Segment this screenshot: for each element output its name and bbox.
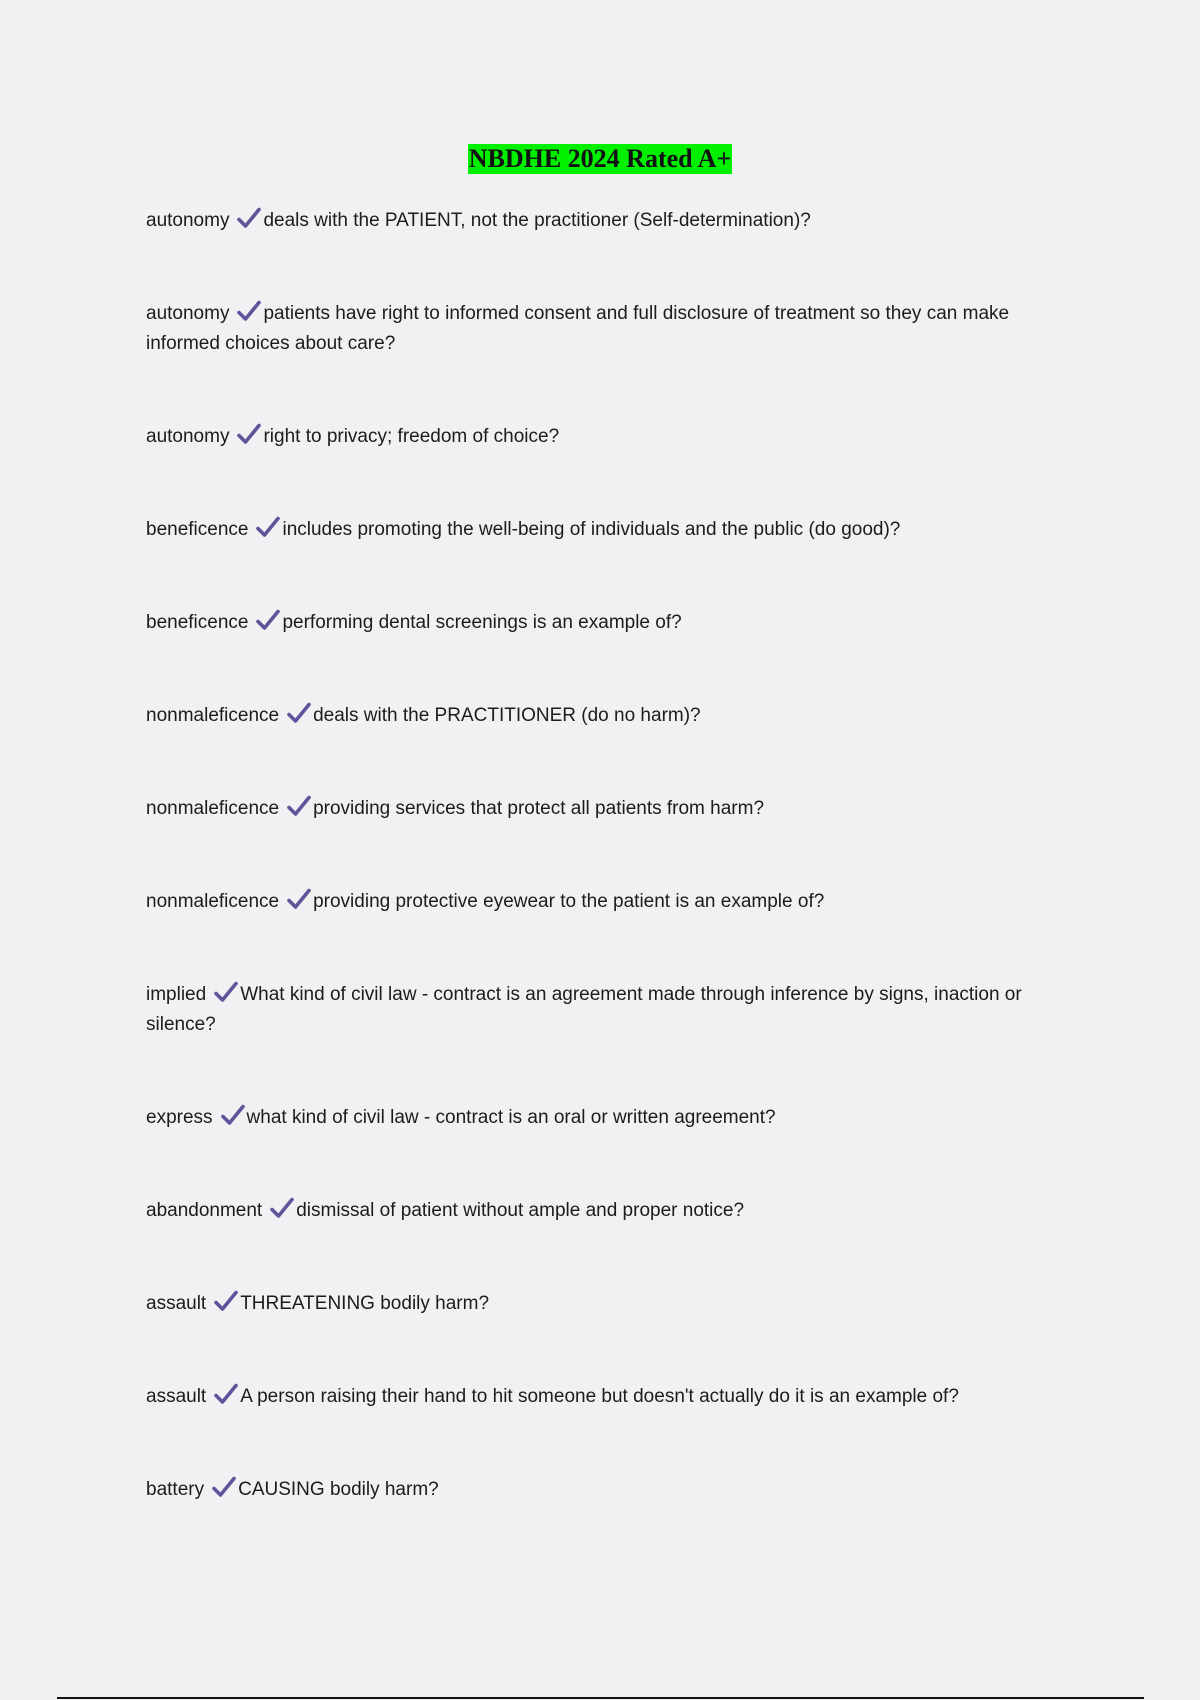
item-term: express <box>146 1107 213 1128</box>
checkmark-icon <box>256 609 280 631</box>
item-text: patients have right to informed consent and full disclosure of treatment so they can make informed choices about care? <box>146 303 1010 354</box>
item-term: nonmaleficence <box>146 798 280 819</box>
item-text: providing services that protect all patients from harm? <box>313 798 765 819</box>
item-text: CAUSING bodily harm? <box>238 1479 439 1500</box>
list-item <box>146 1475 1046 1505</box>
item-text: THREATENING bodily harm? <box>240 1293 490 1314</box>
list-item <box>146 794 1046 824</box>
list-item <box>146 1289 1046 1319</box>
item-term: autonomy <box>146 303 230 324</box>
item-term: assault <box>146 1386 207 1407</box>
checkmark-icon <box>214 1290 238 1312</box>
checkmark-icon <box>214 981 238 1003</box>
list-item <box>146 422 1046 452</box>
item-term: battery <box>146 1479 205 1500</box>
list-item <box>146 1196 1046 1226</box>
item-term: nonmaleficence <box>146 891 280 912</box>
item-text: what kind of civil law - contract is an oral or written agreement? <box>246 1107 776 1128</box>
list-item <box>146 1103 1046 1133</box>
checkmark-icon <box>270 1197 294 1219</box>
item-text: What kind of civil law - contract is an agreement made through inference by signs, inaction or silence? <box>146 984 1022 1035</box>
list-item <box>146 1382 1046 1412</box>
checkmark-icon <box>237 300 261 322</box>
checkmark-icon <box>287 702 311 724</box>
item-term: autonomy <box>146 426 230 447</box>
item-text: deals with the PRACTITIONER (do no harm)? <box>313 705 701 726</box>
item-text: includes promoting the well-being of individuals and the public (do good)? <box>282 519 901 540</box>
list-item <box>146 701 1046 731</box>
flashcard-list <box>146 206 1046 1568</box>
item-term: beneficence <box>146 519 249 540</box>
item-text: performing dental screenings is an example of? <box>282 612 682 633</box>
item-term: autonomy <box>146 210 230 231</box>
item-text: dismissal of patient without ample and proper notice? <box>296 1200 745 1221</box>
item-term: beneficence <box>146 612 249 633</box>
checkmark-icon <box>256 516 280 538</box>
item-term: abandonment <box>146 1200 263 1221</box>
item-term: implied <box>146 984 207 1005</box>
item-text: right to privacy; freedom of choice? <box>263 426 560 447</box>
list-item <box>146 299 1046 359</box>
checkmark-icon <box>287 795 311 817</box>
title-container <box>0 144 1200 174</box>
item-term: assault <box>146 1293 207 1314</box>
checkmark-icon <box>237 207 261 229</box>
list-item <box>146 887 1046 917</box>
item-text: deals with the PATIENT, not the practitioner (Self-determination)? <box>263 210 811 231</box>
list-item <box>146 608 1046 638</box>
checkmark-icon <box>237 423 261 445</box>
checkmark-icon <box>221 1104 245 1126</box>
list-item <box>146 206 1046 236</box>
document-title: NBDHE 2024 Rated A+ <box>468 144 732 173</box>
page-bottom-rule <box>57 1697 1144 1699</box>
item-text: providing protective eyewear to the patient is an example of? <box>313 891 825 912</box>
checkmark-icon <box>212 1476 236 1498</box>
item-term: nonmaleficence <box>146 705 280 726</box>
checkmark-icon <box>287 888 311 910</box>
list-item <box>146 980 1046 1040</box>
item-text: A person raising their hand to hit someone but doesn't actually do it is an example of? <box>240 1386 959 1407</box>
list-item <box>146 515 1046 545</box>
checkmark-icon <box>214 1383 238 1405</box>
